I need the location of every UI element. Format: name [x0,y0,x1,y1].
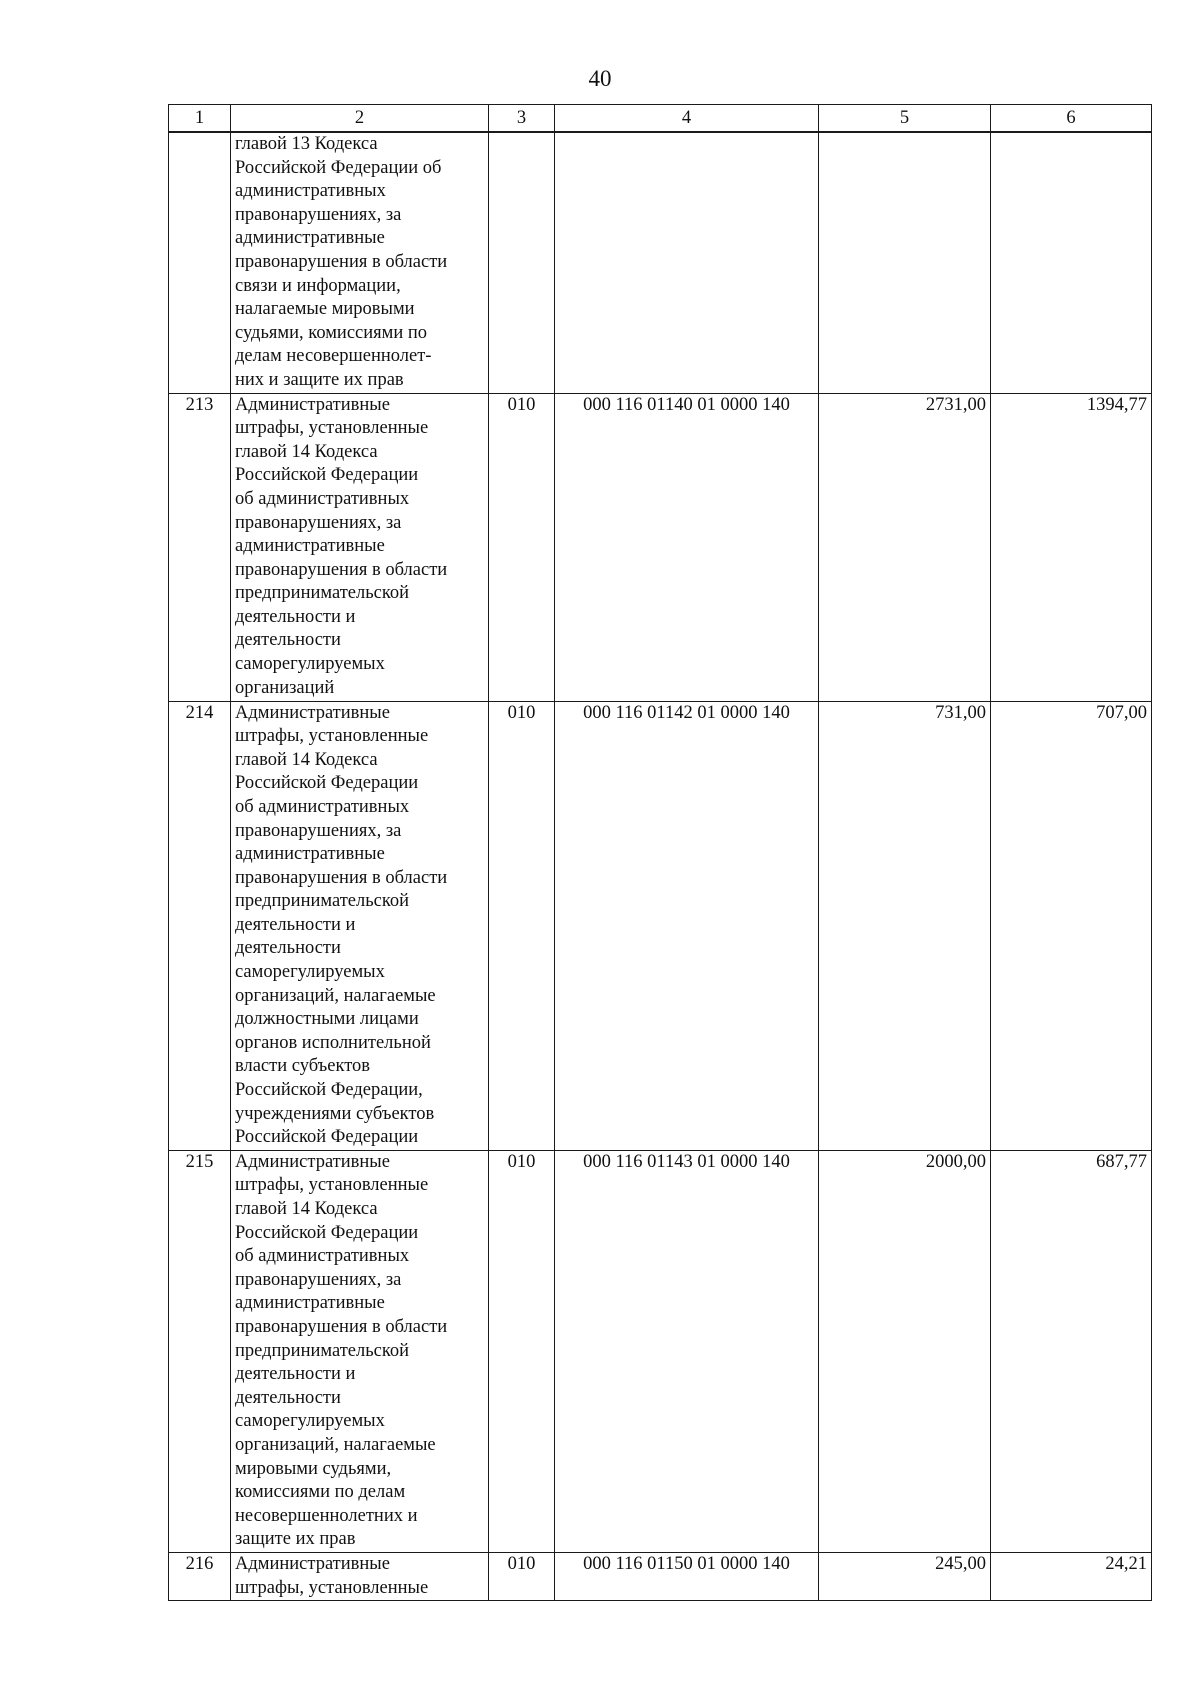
description-line: саморегулируемых [235,654,385,675]
description-line: власти субъектов [235,1056,371,1077]
planned-amount-cell: 2000,00 [819,1150,991,1552]
row-description-cell [231,393,489,701]
description-line: судьями, комиссиями по [235,322,428,343]
description-line: об административных [235,1246,410,1267]
description-line: предпринимательской [235,1340,410,1361]
budget-revenue-table [168,104,1152,1601]
description-line: деятельности и [235,914,356,935]
description-line: правонарушениях, за [235,204,402,225]
admin-code-cell [489,132,555,393]
classification-code-cell: 000 116 01143 01 0000 140 [555,1150,819,1552]
description-line: административные [235,844,385,865]
column-header-5: 5 [819,105,991,133]
column-header-1: 1 [169,105,231,133]
column-header-6: 6 [991,105,1152,133]
description-line: штрафы, установленные [235,1577,429,1598]
description-line: об административных [235,796,410,817]
description-line: главой 13 Кодекса [235,134,378,154]
column-header-2: 2 [231,105,489,133]
description-line: налагаемые мировыми [235,299,415,320]
planned-amount-cell: 2731,00 [819,393,991,701]
actual-amount-cell [991,132,1152,393]
row-number-cell: 214 [169,701,231,1150]
description-line: должностными лицами [235,1009,419,1030]
description-line: деятельности [235,1387,341,1408]
description-line: правонарушения в области [235,251,448,272]
column-header-4: 4 [555,105,819,133]
row-number-cell: 215 [169,1150,231,1552]
description-line: органов исполнительной [235,1032,431,1053]
column-header-3: 3 [489,105,555,133]
description-line: Российской Федерации об [235,157,442,178]
description-line: Российской Федерации [235,773,419,794]
description-line: деятельности [235,630,341,651]
description-line: связи и информации, [235,275,401,296]
admin-code-cell: 010 [489,1150,555,1552]
description-line: административные [235,228,385,249]
actual-amount-cell: 1394,77 [991,393,1152,701]
description-line: Административные [235,1151,390,1172]
row-number-cell [169,132,231,393]
planned-amount-cell [819,132,991,393]
description-line: деятельности [235,938,341,959]
actual-amount-cell: 687,77 [991,1150,1152,1552]
description-line: деятельности и [235,1364,356,1385]
description-line: несовершеннолетних и [235,1505,418,1526]
description-line: саморегулируемых [235,1411,385,1432]
planned-amount-cell: 731,00 [819,701,991,1150]
description-line: штрафы, установленные [235,418,429,439]
description-line: организаций, налагаемые [235,1434,436,1455]
description-line: Административные [235,702,390,723]
row-number-cell: 213 [169,393,231,701]
description-line: предпринимательской [235,891,410,912]
description-line: организаций [235,677,335,698]
description-line: главой 14 Кодекса [235,749,378,770]
description-line: учреждениями субъектов [235,1103,435,1124]
actual-amount-cell: 24,21 [991,1552,1152,1600]
description-line: Российской Федерации, [235,1080,423,1101]
row-description-cell [231,132,489,393]
classification-code-cell: 000 116 01150 01 0000 140 [555,1552,819,1600]
description-line: организаций, налагаемые [235,985,436,1006]
table-row [169,1150,1152,1552]
description-line: правонарушения в области [235,867,448,888]
admin-code-cell: 010 [489,393,555,701]
classification-code-cell: 000 116 01142 01 0000 140 [555,701,819,1150]
description-line: главой 14 Кодекса [235,441,378,462]
row-description-cell [231,701,489,1150]
description-line: Российской Федерации [235,465,419,486]
description-line: предпринимательской [235,583,410,604]
row-number-cell: 216 [169,1552,231,1600]
description-line: деятельности и [235,606,356,627]
description-line: штрафы, установленные [235,726,429,747]
table-row [169,132,1152,393]
description-line: об административных [235,488,410,509]
description-line: административные [235,536,385,557]
description-line: делам несовершеннолет- [235,346,432,367]
description-line: саморегулируемых [235,962,385,983]
description-line: правонарушениях, за [235,820,402,841]
table-row [169,701,1152,1150]
description-line: них и защите их прав [235,369,404,390]
description-line: административных [235,181,386,202]
description-line: правонарушениях, за [235,512,402,533]
description-line: правонарушения в области [235,559,448,580]
description-line: мировыми судьями, [235,1458,392,1479]
description-line: правонарушениях, за [235,1269,402,1290]
actual-amount-cell: 707,00 [991,701,1152,1150]
table-row [169,1552,1152,1600]
classification-code-cell [555,132,819,393]
planned-amount-cell: 245,00 [819,1552,991,1600]
description-line: главой 14 Кодекса [235,1199,378,1219]
description-line: Административные [235,394,390,415]
description-line: Российской Федерации [235,1127,419,1148]
row-description-cell [231,1552,489,1600]
description-line: защите их прав [235,1529,356,1550]
description-line: Российской Федерации [235,1222,419,1243]
description-line: правонарушения в области [235,1316,448,1337]
admin-code-cell: 010 [489,1552,555,1600]
description-line: Административные [235,1553,390,1574]
table-row [169,393,1152,701]
admin-code-cell: 010 [489,701,555,1150]
description-line: комиссиями по делам [235,1482,406,1503]
description-line: административные [235,1293,385,1314]
row-description-cell [231,1150,489,1552]
page-number: 40 [588,66,612,91]
column-number-header-row [169,105,1152,133]
classification-code-cell: 000 116 01140 01 0000 140 [555,393,819,701]
description-line: штрафы, установленные [235,1175,429,1196]
